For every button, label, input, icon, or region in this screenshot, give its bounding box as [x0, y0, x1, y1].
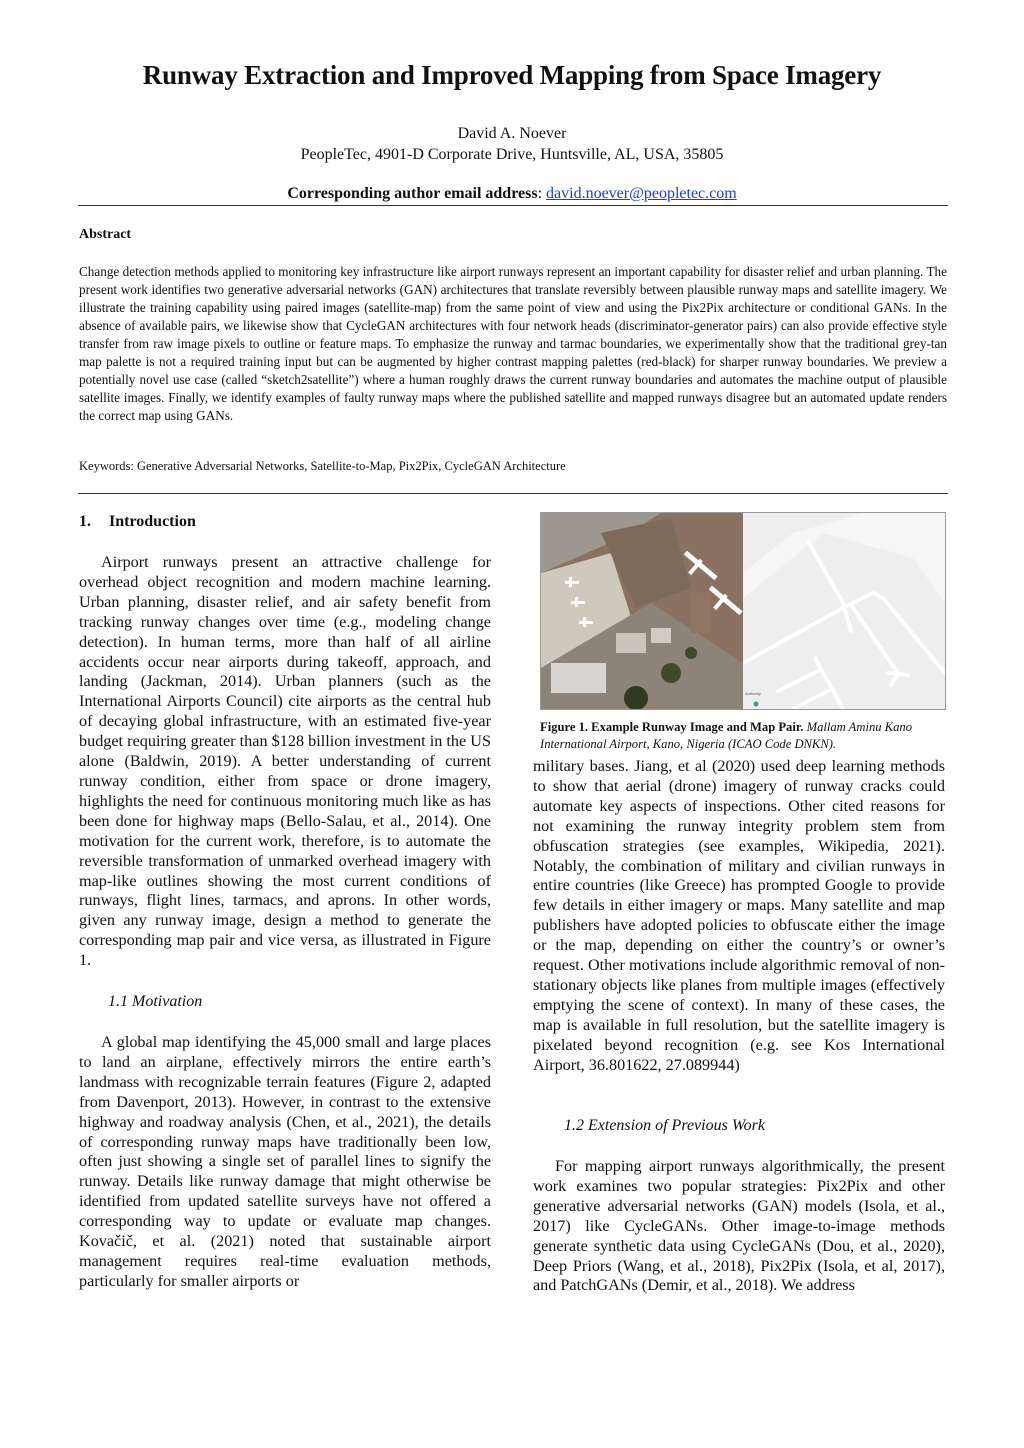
header-divider — [78, 205, 948, 206]
motivation-body-left — [79, 1033, 491, 1292]
author-name: David A. Noever — [457, 125, 567, 142]
abstract-heading: Abstract — [79, 227, 132, 242]
motivation-paragraph-left: A global map identifying the 45,000 small and large places to land an airplane, effectively mirrors the entire earth’s landmass with recognizable terrain features (Figure 2, adapted from Davenport, 2013). However, in contrast to the extensive highway and roadway analysis (Chen, et al., 2021), the details of corresponding runway maps have traditionally been low, often just showing a single set of parallel lines to signify the runway. Details like runway damage that might otherwise be identified from updated satellite surveys have not offered a corresponding way to update or evaluate map changes. Kovačič, et al. (2021) noted that sustainable airport management requires real-time evaluation methods, particularly for smaller airports or — [79, 1033, 491, 1290]
map-pin-icon — [754, 702, 759, 707]
introduction-body — [79, 553, 491, 971]
introduction-paragraph: Airport runways present an attractive challenge for overhead object recognition and modern machine learning. Urban planning, disaster relief, and air safety benefit from tracking runway changes over time (e.g., modeling change detection). In human terms, more than half of all airline accidents occur near airports during takeoff, approach, and landing (Jackman, 2014). Urban planners (such as the International Airports Council) cite airports as the central hub of decaying global infrastructure, with an estimated five-year budget requiring greater than $128 billion investment in the US alone (Baldwin, 2019). A better understanding of current runway condition, either from space or drone imagery, highlights the need for continuous monitoring much like as has been done for highway maps (Bello-Salau, et al., 2014). One motivation for the current work, therefore, is to automate the reversible transformation of unmarked overhead imagery with map-like outlines showing the most current conditions of runways, flight lines, tarmacs, and aprons. In other words, given any runway image, design a method to generate the corresponding map pair and vice versa, as illustrated in Figure 1. — [79, 553, 491, 970]
satellite-image — [541, 513, 743, 709]
section-number: 1. — [79, 513, 91, 530]
motivation-body-right — [533, 757, 945, 1076]
caption-italic: Mallam Aminu Kano International Airport, Kano, Nigeria (ICAO Code DNKN). — [540, 720, 913, 751]
caption-bold: Figure 1. Example Runway Image and Map Pair. — [540, 720, 804, 734]
abstract-divider — [78, 493, 948, 494]
subsection-heading-motivation: 1.1 Motivation — [108, 993, 203, 1010]
extension-body — [533, 1157, 945, 1296]
motivation-paragraph-right: military bases. Jiang, et al (2020) used deep learning methods to show that aerial (drone) imagery of runway cracks could automate key aspects of inspections. Other cited reasons for not examining the runway integrity problem stem from obfuscation strategies (see examples, Wikipedia, 2021). Notably, the combination of military and civilian runways in entire countries (like Greece) has prompted Google to provide few details in either imagery or maps. Many satellite and map publishers have adopted policies to obfuscate either the image or the map, depending on either the country’s or owner’s request. Other motivations include algorithmic removal of non-stationary objects like planes from multiple images (effectively emptying the scene of context). In many of these cases, the map is available in full resolution, but the satellite imagery is pixelated beyond recognition (e.g. see Kos International Airport, 36.801622, 27.089944) — [533, 757, 945, 1074]
map-place-label: Authority — [745, 691, 761, 696]
paper-title: Runway Extraction and Improved Mapping from Space Imagery — [142, 60, 882, 90]
author-affiliation: PeopleTec, 4901-D Corporate Drive, Huntsville, AL, USA, 35805 — [300, 146, 724, 163]
email-link[interactable]: david.noever@peopletec.com — [546, 185, 737, 202]
section-title: Introduction — [109, 513, 196, 530]
email-separator: : — [537, 185, 547, 202]
figure-1-caption — [540, 719, 950, 753]
keywords: Keywords: Generative Adversarial Networks, Satellite-to-Map, Pix2Pix, CycleGAN Architecture — [79, 459, 566, 473]
extension-paragraph: For mapping airport runways algorithmically, the present work examines two popular strategies: Pix2Pix and other generative adversarial networks (GAN) models (Isola, et al., 2017) like CycleGANs. Other image-to-image methods generate synthetic data using CycleGANs (Dou, et al., 2020), Deep Priors (Wang, et al., 2018), Pix2Pix (Isola, et al, 2017), and PatchGANs (Demir, et al., 2018). We address — [533, 1157, 945, 1295]
figure-1-image-pair — [540, 512, 946, 710]
map-image — [743, 513, 945, 709]
corresponding-email-line — [0, 185, 1024, 203]
subsection-heading-extension: 1.2 Extension of Previous Work — [564, 1117, 766, 1134]
abstract-text: Change detection methods applied to monitoring key infrastructure like airport runways represent an important capability for disaster relief and urban planning. The present work identifies two generative adversarial networks (GAN) architectures that translate reversibly between plausible runway maps and satellite imagery. We illustrate the training capability using paired images (satellite-map) from the same point of view and using the Pix2Pix architecture or conditional GANs. In the absence of available pairs, we likewise show that CycleGAN architectures with four network heads (discriminator-generator pairs) can also provide effective style transfer from raw image pixels to outline or feature maps. To emphasize the runway and tarmac boundaries, we experimentally show that the traditional grey-tan map palette is not a required training input but can be augmented by higher contrast mapping palettes (red-black) for sharper runway boundaries. We preview a potentially novel use case (called “sketch2satellite”) where a human roughly draws the current runway boundaries and automates the machine output of plausible satellite images. Finally, we identify examples of faulty runway maps where the published satellite and mapped runways disagree but an automated update renders the correct map using GANs. — [79, 264, 947, 423]
email-label: Corresponding author email address — [287, 185, 538, 202]
section-heading-introduction — [79, 513, 196, 531]
